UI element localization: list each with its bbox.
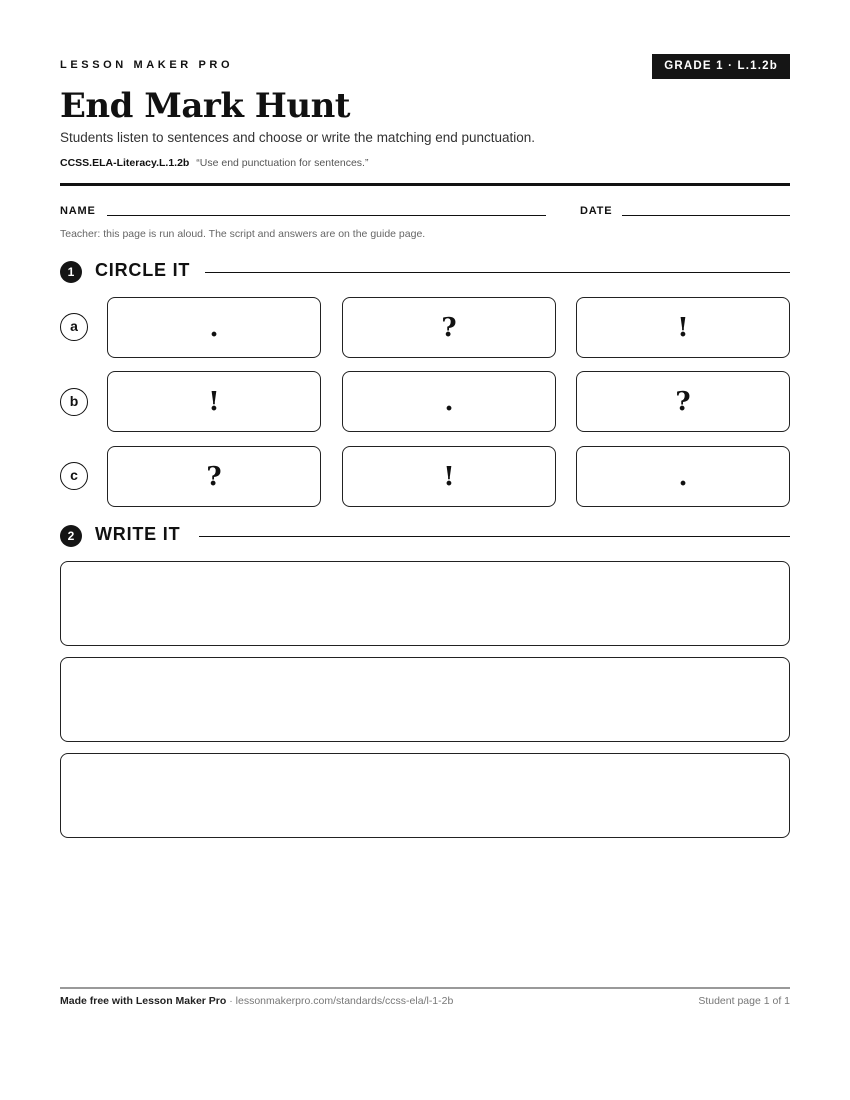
choice-mark: !	[443, 462, 455, 492]
worksheet-page	[60, 0, 790, 1100]
choice-mark: !	[677, 313, 689, 343]
standard-line	[60, 157, 368, 169]
choice-c-2[interactable]	[342, 446, 556, 507]
page-title: End Mark Hunt	[60, 86, 350, 126]
choice-b-2[interactable]	[342, 371, 556, 432]
name-field[interactable]	[107, 215, 546, 216]
write-box-2[interactable]	[60, 657, 790, 742]
choice-a-2[interactable]	[342, 297, 556, 358]
row-label-b: b	[60, 388, 88, 416]
section-2-number: 2	[60, 525, 82, 547]
section-1-title: CIRCLE IT	[95, 260, 191, 280]
name-label: NAME	[60, 205, 96, 217]
footer-separator: ·	[226, 995, 236, 1007]
choice-mark: ?	[206, 462, 222, 492]
row-label-a: a	[60, 313, 88, 341]
footer-url[interactable]: lessonmakerpro.com/standards/ccss-ela/l-1-2b	[235, 995, 454, 1007]
choice-mark: .	[209, 313, 219, 343]
footer-credit	[60, 995, 453, 1007]
date-field[interactable]	[622, 215, 790, 216]
date-label: DATE	[580, 205, 613, 217]
standard-quote: “Use end punctuation for sentences.”	[196, 157, 369, 169]
choice-mark: .	[444, 387, 454, 417]
choice-c-1[interactable]	[107, 446, 321, 507]
standard-code: CCSS.ELA-Literacy.L.1.2b	[60, 157, 190, 169]
page-subtitle: Students listen to sentences and choose or write the matching end punctuation.	[60, 130, 536, 145]
choice-a-3[interactable]	[576, 297, 790, 358]
choice-mark: !	[208, 387, 220, 417]
footer-divider	[60, 987, 790, 989]
choice-b-3[interactable]	[576, 371, 790, 432]
brand-name: LESSON MAKER PRO	[60, 59, 234, 71]
row-label-c: c	[60, 462, 88, 490]
choice-b-1[interactable]	[107, 371, 321, 432]
choice-mark: ?	[675, 387, 691, 417]
grade-badge: GRADE 1 · L.1.2b	[652, 54, 790, 79]
section-1-rule	[205, 272, 790, 273]
header-divider	[60, 183, 790, 186]
section-2-rule	[199, 536, 790, 537]
footer-page-info: Student page 1 of 1	[698, 995, 790, 1007]
choice-mark: .	[678, 462, 688, 492]
section-1-number: 1	[60, 261, 82, 283]
write-box-1[interactable]	[60, 561, 790, 646]
choice-a-1[interactable]	[107, 297, 321, 358]
footer-made-with: Made free with Lesson Maker Pro	[60, 995, 227, 1007]
write-box-3[interactable]	[60, 753, 790, 838]
teacher-note: Teacher: this page is run aloud. The script and answers are on the guide page.	[60, 228, 426, 240]
choice-mark: ?	[441, 313, 457, 343]
choice-c-3[interactable]	[576, 446, 790, 507]
section-2-title: WRITE IT	[95, 524, 181, 544]
